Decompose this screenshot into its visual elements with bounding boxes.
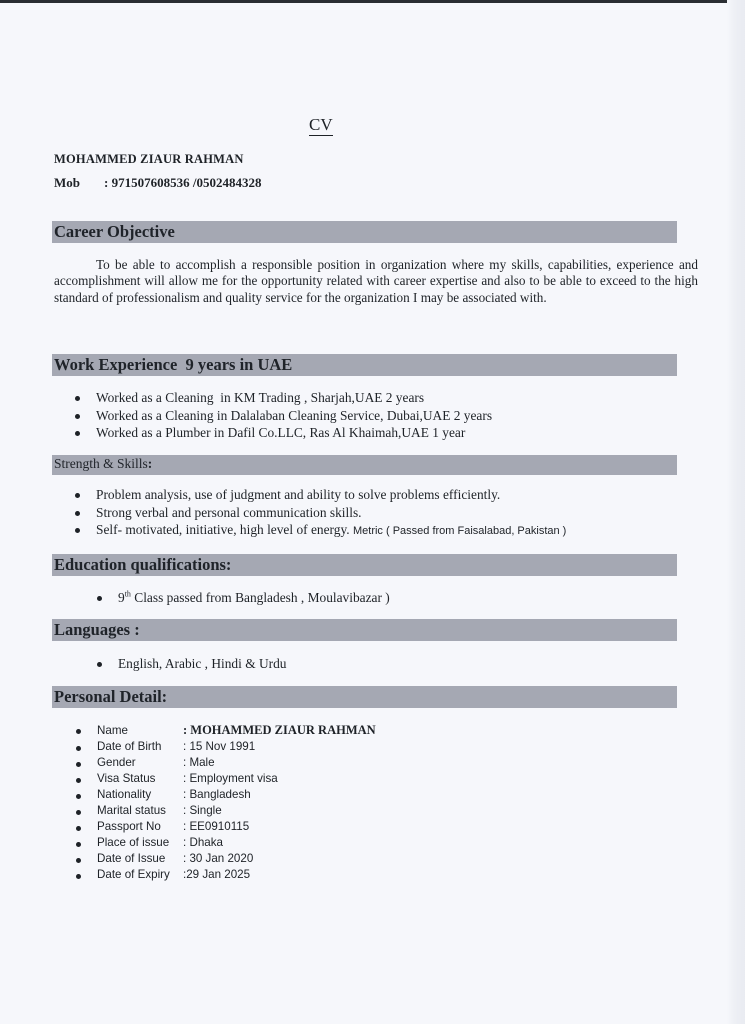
list-item: Worked as a Cleaning in Dalalaban Cleaning Service, Dubai,UAE 2 years — [96, 407, 492, 425]
work-experience-band — [52, 354, 677, 376]
bullet-icon — [75, 493, 80, 498]
languages-band — [52, 619, 677, 641]
mobile-line — [54, 175, 261, 191]
metric-note: Metric ( Passed from Faisalabad, Pakistan ) — [352, 525, 567, 538]
education-list — [118, 589, 390, 607]
career-objective-heading: Career Objective — [54, 222, 175, 241]
detail-row-name: Name : MOHAMMED ZIAUR RAHMAN — [97, 722, 376, 739]
bullet-icon — [76, 762, 81, 767]
bullet-icon — [76, 794, 81, 799]
detail-row-visa: Visa Status : Employment visa — [97, 771, 376, 787]
work-experience-list — [96, 389, 492, 442]
bullet-icon — [76, 874, 81, 879]
bullet-icon — [75, 414, 80, 419]
detail-row-dob: Date of Birth : 15 Nov 1991 — [97, 739, 376, 755]
career-objective-text — [54, 257, 698, 306]
list-item: Self- motivated, initiative, high level of energy. Metric ( Passed from Faisalabad, Pakistan ) — [96, 521, 566, 541]
detail-row-marital: Marital status : Single — [97, 803, 376, 819]
personal-detail-band — [52, 686, 677, 708]
education-heading: Education qualifications: — [54, 555, 232, 574]
bullet-icon — [97, 596, 102, 601]
applicant-name: MOHAMMED ZIAUR RAHMAN — [54, 152, 244, 166]
career-objective-paragraph: To be able to accomplish a responsible position in organization where my skills, capabilities, experience and accomplishment will allow me for the opportunity related with career expertise and also to be able to exceed to the high standard of professionalism and quality service for the organization I may be associated with. — [54, 257, 698, 305]
bullet-icon — [76, 729, 81, 734]
languages-heading: Languages : — [54, 620, 140, 639]
document-title: CV — [309, 115, 333, 134]
bullet-icon — [75, 396, 80, 401]
bullet-icon — [75, 511, 80, 516]
bullet-icon — [75, 528, 80, 533]
bullet-icon — [76, 842, 81, 847]
detail-row-date-of-expiry: Date of Expiry :29 Jan 2025 — [97, 867, 376, 883]
skills-list — [96, 486, 566, 541]
bullet-icon — [76, 826, 81, 831]
detail-row-passport: Passport No : EE0910115 — [97, 819, 376, 835]
bullet-icon — [76, 858, 81, 863]
bullet-icon — [76, 810, 81, 815]
languages-list — [118, 655, 286, 673]
personal-detail-list — [97, 722, 376, 883]
list-item: 9th Class passed from Bangladesh , Moulavibazar ) — [118, 589, 390, 607]
detail-row-date-of-issue: Date of Issue : 30 Jan 2020 — [97, 851, 376, 867]
list-item: Worked as a Cleaning in KM Trading , Sharjah,UAE 2 years — [96, 389, 492, 407]
education-band — [52, 554, 677, 576]
mobile-value: : 971507608536 /0502484328 — [104, 175, 262, 190]
list-item: Strong verbal and personal communication skills. — [96, 504, 566, 522]
skills-band — [52, 455, 677, 475]
detail-row-nationality: Nationality : Bangladesh — [97, 787, 376, 803]
bullet-icon — [76, 746, 81, 751]
skills-heading: Strength & Skills: — [54, 456, 153, 471]
list-item: Problem analysis, use of judgment and ability to solve problems efficiently. — [96, 486, 566, 504]
career-objective-band — [52, 221, 677, 243]
detail-row-gender: Gender : Male — [97, 755, 376, 771]
work-experience-heading: Work Experience 9 years in UAE — [54, 355, 293, 374]
mobile-label: Mob — [54, 175, 80, 190]
bullet-icon — [97, 662, 102, 667]
bullet-icon — [76, 778, 81, 783]
bullet-icon — [75, 431, 80, 436]
list-item: English, Arabic , Hindi & Urdu — [118, 655, 286, 673]
list-item: Worked as a Plumber in Dafil Co.LLC, Ras Al Khaimah,UAE 1 year — [96, 424, 492, 442]
detail-row-place-of-issue: Place of issue : Dhaka — [97, 835, 376, 851]
personal-detail-heading: Personal Detail: — [54, 687, 168, 706]
